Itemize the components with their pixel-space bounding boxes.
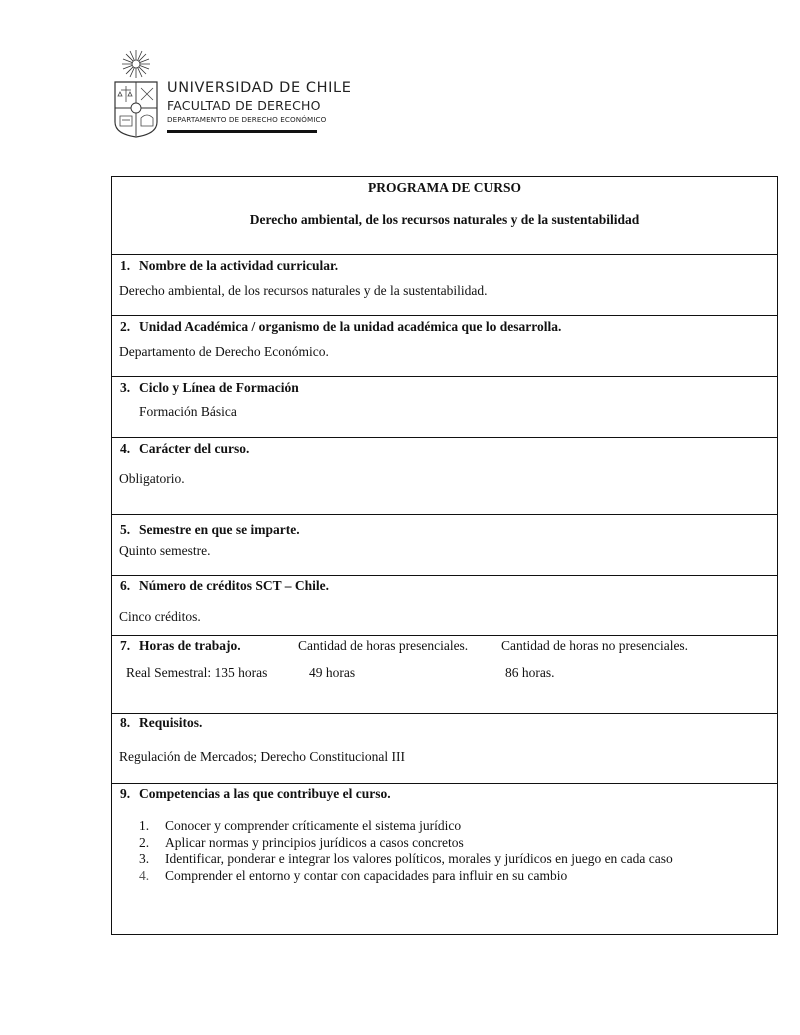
list-item-text: Conocer y comprender críticamente el sistema jurídico [165,818,462,833]
list-item-text: Identificar, ponderar e integrar los valores políticos, morales y jurídicos en juego en cada caso [165,851,673,866]
section-heading [120,578,329,594]
section-heading [120,522,300,538]
title-row [112,177,777,255]
faculty-name: FACULTAD DE DERECHO [167,98,321,113]
section-number: 9. [120,786,131,801]
section-value: Quinto semestre. [119,543,211,558]
list-item-number: 1. [139,818,150,833]
section-course-character [112,438,777,515]
non-presential-hours-value: 86 horas. [505,665,555,680]
section-value: Derecho ambiental, de los recursos naturales y de la sustentabilidad. [119,283,488,298]
section-activity-name [112,255,777,316]
section-value: Regulación de Mercados; Derecho Constitucional III [119,749,406,764]
section-competencies [112,784,777,934]
section-work-hours [112,636,777,714]
list-item-number: 2. [139,834,150,850]
section-number: 2. [120,319,131,334]
section-heading [120,441,249,457]
course-program-table [111,176,778,935]
section-heading [120,786,391,802]
section-heading-text: Ciclo y Línea de Formación [139,380,299,395]
section-academic-unit [112,316,777,377]
presential-hours-label: Cantidad de horas presenciales. [298,638,469,653]
list-item-text: Aplicar normas y principios jurídicos a casos concretos [165,834,464,850]
section-number: 4. [120,441,131,456]
section-semester [112,515,777,576]
section-heading-text: Semestre en que se imparte. [139,522,300,537]
section-heading [120,319,561,335]
section-heading-text: Requisitos. [139,715,203,730]
section-heading-text: Horas de trabajo. [139,638,241,653]
list-item [139,835,673,852]
section-requirements [112,714,777,784]
section-heading [120,715,202,731]
section-number: 5. [120,522,131,537]
section-heading [120,638,241,654]
program-title: PROGRAMA DE CURSO [367,180,521,195]
university-crest-icon [112,48,160,138]
section-number: 3. [120,380,131,395]
department-name: DEPARTAMENTO DE DERECHO ECONÓMICO [167,115,327,124]
list-item [139,868,673,885]
section-number: 6. [120,578,131,593]
section-heading-text: Número de créditos SCT – Chile. [139,578,329,593]
presential-hours-value: 49 horas [309,665,356,680]
list-item-number: 4. [139,867,150,883]
section-heading-text: Nombre de la actividad curricular. [139,258,339,273]
list-item [139,851,673,868]
section-value: Formación Básica [139,404,237,419]
university-header [112,48,372,140]
section-heading [120,380,299,396]
section-value: Obligatorio. [119,471,185,486]
list-item-number: 3. [139,851,150,866]
section-number: 7. [120,638,131,653]
total-hours-value: Real Semestral: 135 horas [126,665,268,680]
course-title: Derecho ambiental, de los recursos naturales y de la sustentabilidad [249,212,640,227]
section-heading-text: Unidad Académica / organismo de la unidad académica que lo desarrolla. [139,319,562,334]
section-heading [120,258,338,274]
section-value: Cinco créditos. [119,609,201,624]
section-number: 8. [120,715,131,730]
university-name: UNIVERSIDAD DE CHILE [167,80,352,96]
non-presential-hours-label: Cantidad de horas no presenciales. [501,638,689,653]
header-rule [167,130,317,133]
section-heading-text: Competencias a las que contribuye el curso. [139,786,391,801]
competencies-list [139,818,673,884]
section-cycle-line [112,377,777,438]
section-credits [112,576,777,636]
list-item-text: Comprender el entorno y contar con capacidades para influir en su cambio [165,867,568,883]
section-value: Departamento de Derecho Económico. [119,344,329,359]
list-item [139,818,673,835]
section-heading-text: Carácter del curso. [139,441,250,456]
section-number: 1. [120,258,131,273]
